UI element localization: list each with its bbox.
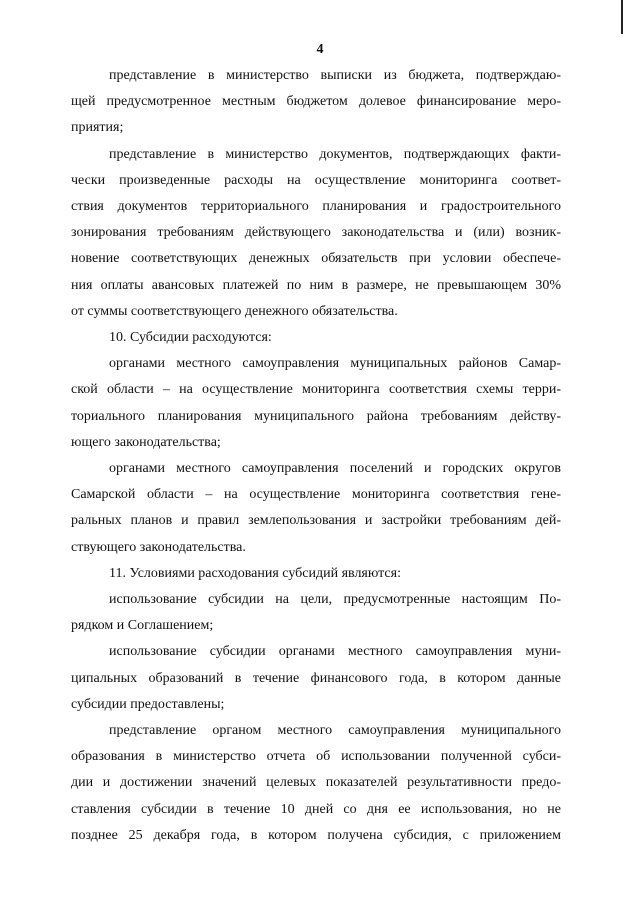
text-line: дии и достижении значений целевых показателей результативности предо- xyxy=(71,775,561,791)
text-line: использование субсидии на цели, предусмотренные настоящим По- xyxy=(109,592,561,608)
paragraph xyxy=(71,718,561,849)
text-line: зонирования требованиям действующего законодательства и (или) возник- xyxy=(71,225,561,241)
page-edge-line xyxy=(621,0,623,34)
text-line: щей предусмотренное местным бюджетом долевое финансирование меро- xyxy=(71,94,561,110)
text-line: Самарской области – на осуществление мониторинга соответствия гене- xyxy=(71,487,561,503)
paragraph xyxy=(71,63,561,142)
text-line: представление в министерство документов, подтверждающих факти- xyxy=(109,146,561,162)
text-line: ской области – на осуществление мониторинга соответствия схемы терри- xyxy=(71,382,561,398)
paragraph xyxy=(71,587,561,639)
text-line: от суммы соответствующего денежного обязательства. xyxy=(71,303,398,319)
text-line: образования в министерство отчета об использовании полученной субси- xyxy=(71,749,561,765)
text-line: органами местного самоуправления поселений и городских округов xyxy=(109,461,561,477)
text-line: ющего законодательства; xyxy=(71,434,221,450)
text-line: чески произведенные расходы на осуществление мониторинга соответ- xyxy=(71,172,561,188)
paragraph xyxy=(71,456,561,561)
text-line: использование субсидии органами местного самоуправления муни- xyxy=(109,644,561,660)
text-line: представление органом местного самоуправления муниципального xyxy=(109,723,561,739)
paragraph xyxy=(71,639,561,718)
text-line: ториального планирования муниципального района требованиям действу- xyxy=(71,408,561,424)
page-number: 4 xyxy=(316,42,324,57)
paragraph xyxy=(71,561,561,587)
text-line: субсидии предоставлены; xyxy=(71,696,225,712)
text-line: ставления субсидии в течение 10 дней со дня ее использования, но не xyxy=(71,801,561,817)
text-line: ральных планов и правил землепользования и застройки требованиям дей- xyxy=(71,513,561,529)
text-line: новение соответствующих денежных обязательств при условии обеспече- xyxy=(71,251,561,267)
text-line: ствия документов территориального планирования и градостроительного xyxy=(71,199,561,215)
paragraph xyxy=(71,351,561,456)
text-line: позднее 25 декабря года, в котором получена субсидия, с приложением xyxy=(71,827,561,843)
text-line: приятия; xyxy=(71,120,124,136)
text-line: 11. Условиями расходования субсидий являются: xyxy=(109,565,401,581)
text-line: ствующего законодательства. xyxy=(71,539,246,555)
text-line: органами местного самоуправления муниципальных районов Самар- xyxy=(109,356,561,372)
text-line: 10. Субсидии расходуются: xyxy=(109,330,272,346)
text-line: представление в министерство выписки из бюджета, подтверждаю- xyxy=(109,68,561,83)
text-line: рядком и Соглашением; xyxy=(71,618,214,634)
document-body xyxy=(71,63,561,849)
text-line: ния оплаты авансовых платежей по ним в размере, не превышающем 30% xyxy=(71,277,561,293)
paragraph xyxy=(71,142,561,325)
paragraph xyxy=(71,325,561,351)
text-line: ципальных образований в течение финансового года, в котором данные xyxy=(71,670,561,686)
